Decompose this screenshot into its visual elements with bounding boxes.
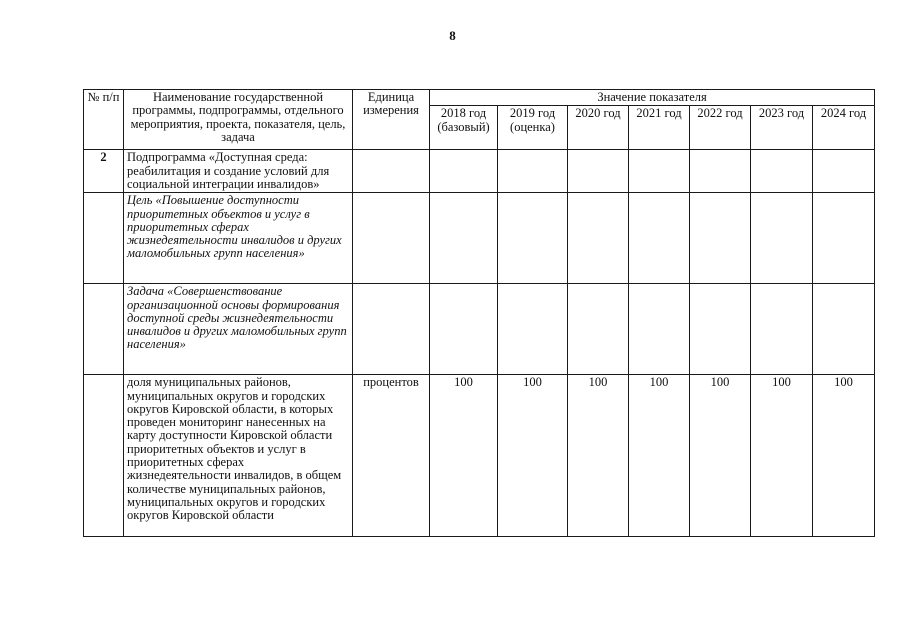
row-value: 100 — [690, 375, 751, 537]
table-row — [84, 150, 875, 193]
row-value — [629, 193, 690, 284]
row-name: Цель «Повышение доступности приоритетных объектов и услуг в приоритетных сферах жизнедеятельности инвалидов и других маломобильных групп населения» — [124, 193, 353, 284]
header-year-2020: 2020 год — [568, 106, 629, 150]
row-value — [498, 193, 568, 284]
header-year-2019: 2019 год (оценка) — [498, 106, 568, 150]
row-value — [690, 284, 751, 375]
row-num — [84, 375, 124, 537]
header-year-2021: 2021 год — [629, 106, 690, 150]
row-value — [751, 150, 813, 193]
table-row — [84, 375, 875, 537]
row-value — [751, 284, 813, 375]
row-value: 100 — [430, 375, 498, 537]
row-value — [813, 284, 875, 375]
row-unit — [353, 193, 430, 284]
header-year-2023: 2023 год — [751, 106, 813, 150]
row-value — [568, 150, 629, 193]
row-value: 100 — [568, 375, 629, 537]
row-value: 100 — [498, 375, 568, 537]
row-value — [813, 193, 875, 284]
row-value — [498, 284, 568, 375]
header-year-2018: 2018 год (базовый) — [430, 106, 498, 150]
header-value-group: Значение показателя — [430, 90, 875, 106]
table-row — [84, 193, 875, 284]
header-year-2022: 2022 год — [690, 106, 751, 150]
row-name: Подпрограмма «Доступная среда: реабилитация и создание условий для социальной интеграции инвалидов» — [124, 150, 353, 193]
row-value — [690, 193, 751, 284]
page-number: 8 — [449, 28, 456, 43]
row-value — [751, 193, 813, 284]
row-unit: процентов — [353, 375, 430, 537]
header-year-2024: 2024 год — [813, 106, 875, 150]
row-value — [568, 284, 629, 375]
table-row — [84, 284, 875, 375]
row-num — [84, 193, 124, 284]
row-unit — [353, 150, 430, 193]
row-value — [430, 150, 498, 193]
row-value — [568, 193, 629, 284]
row-num — [84, 284, 124, 375]
row-value — [629, 284, 690, 375]
indicators-table — [83, 89, 875, 537]
row-value — [430, 193, 498, 284]
header-unit: Единица измерения — [353, 90, 430, 150]
row-value: 100 — [813, 375, 875, 537]
row-name: доля муниципальных районов, муниципальных округов и городских округов Кировской области, в которых проведен мониторинг нанесенных на карту доступности Кировской области приоритетных объектов и услуг в приоритетных сферах жизнедеятельности инвалидов, в общем количестве муниципальных районов, муниципальных округов и городских округов Кировской области — [124, 375, 353, 537]
row-unit — [353, 284, 430, 375]
row-value: 100 — [629, 375, 690, 537]
row-value — [430, 284, 498, 375]
header-num: № п/п — [84, 90, 124, 150]
row-value — [629, 150, 690, 193]
row-value: 100 — [751, 375, 813, 537]
row-value — [813, 150, 875, 193]
row-num: 2 — [84, 150, 124, 193]
row-value — [690, 150, 751, 193]
row-name: Задача «Совершенствование организационной основы формирования доступной среды жизнедеятельности инвалидов и других маломобильных групп населения» — [124, 284, 353, 375]
row-value — [498, 150, 568, 193]
header-name: Наименование государственной программы, подпрограммы, отдельного мероприятия, проекта, показателя, цель, задача — [124, 90, 353, 150]
